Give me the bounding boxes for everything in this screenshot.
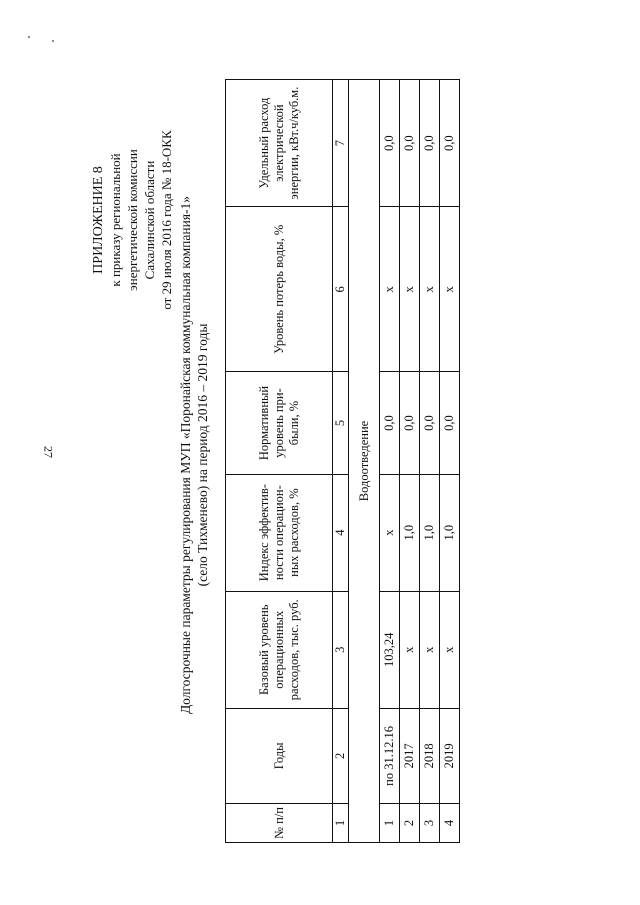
header-energy-consumption: Удельный расход электрической энергии, кВт.ч/куб.м. [226,80,333,207]
table-cell: 103,24 [380,591,400,708]
table-cell: х [400,207,420,372]
column-number: 5 [333,372,349,474]
table-cell: 0,0 [380,80,400,207]
appendix-line: от 29 июля 2016 года № 18-ОКК [159,130,174,310]
document-title-line: (село Тихменево) на период 2016 – 2019 годы [195,323,210,587]
column-number: 4 [333,474,349,591]
appendix-block [90,70,175,370]
header-profit-level: Нормативный уровень при-были, % [226,372,333,474]
table-cell: 2019 [440,708,460,803]
appendix-line: к приказу региональной [108,153,123,287]
table-row [440,80,460,843]
table-cell: х [380,207,400,372]
column-number: 1 [333,803,349,842]
table-row [380,80,400,843]
appendix-line: энергетической комиссии [125,149,140,291]
table-cell: х [420,207,440,372]
appendix-line: Сахалинской области [142,160,157,280]
table-cell: 0,0 [420,80,440,207]
table-row [420,80,440,843]
document-title [177,65,211,845]
section-label: Водоотведение [349,80,380,843]
table-cell: 0,0 [400,372,420,474]
column-number: 7 [333,80,349,207]
column-number: 6 [333,207,349,372]
table-cell: 2018 [420,708,440,803]
table-cell: х [380,474,400,591]
table-cell: 1 [380,803,400,842]
table-cell: х [420,591,440,708]
parameters-table [225,79,460,843]
table-cell: х [440,591,460,708]
table-cell: 0,0 [380,372,400,474]
column-numbers-row [333,80,349,843]
table-cell: 0,0 [400,80,420,207]
table-cell: 0,0 [420,372,440,474]
header-efficiency-index: Индекс эффектив-ности операцион-ных расходов, % [226,474,333,591]
table-cell: 3 [420,803,440,842]
section-row [349,80,380,843]
table-cell: 1,0 [400,474,420,591]
document-title-line: Долгосрочные параметры регулирования МУП «Поронайская коммунальная компания-1» [178,195,193,715]
header-number: № п/п [226,803,333,842]
header-years: Годы [226,708,333,803]
table-cell: 1,0 [420,474,440,591]
table-cell: х [400,591,420,708]
header-water-loss: Уровень потерь воды, % [226,207,333,372]
rotated-page-content [85,65,555,845]
page-number: 27 [41,446,56,458]
table-cell: 2 [400,803,420,842]
table-cell: по 31.12.16 [380,708,400,803]
table-row [400,80,420,843]
header-base-opex: Базовый уровень операционных расходов, тыс. руб. [226,591,333,708]
appendix-title: ПРИЛОЖЕНИЕ 8 [91,166,106,274]
table-cell: х [440,207,460,372]
table-cell: 0,0 [440,372,460,474]
table-cell: 2017 [400,708,420,803]
table-header-row [226,80,333,843]
table-cell: 1,0 [440,474,460,591]
column-number: 3 [333,591,349,708]
table-cell: 4 [440,803,460,842]
scan-speck [52,40,54,42]
scan-speck [28,36,30,38]
table-cell: 0,0 [440,80,460,207]
column-number: 2 [333,708,349,803]
